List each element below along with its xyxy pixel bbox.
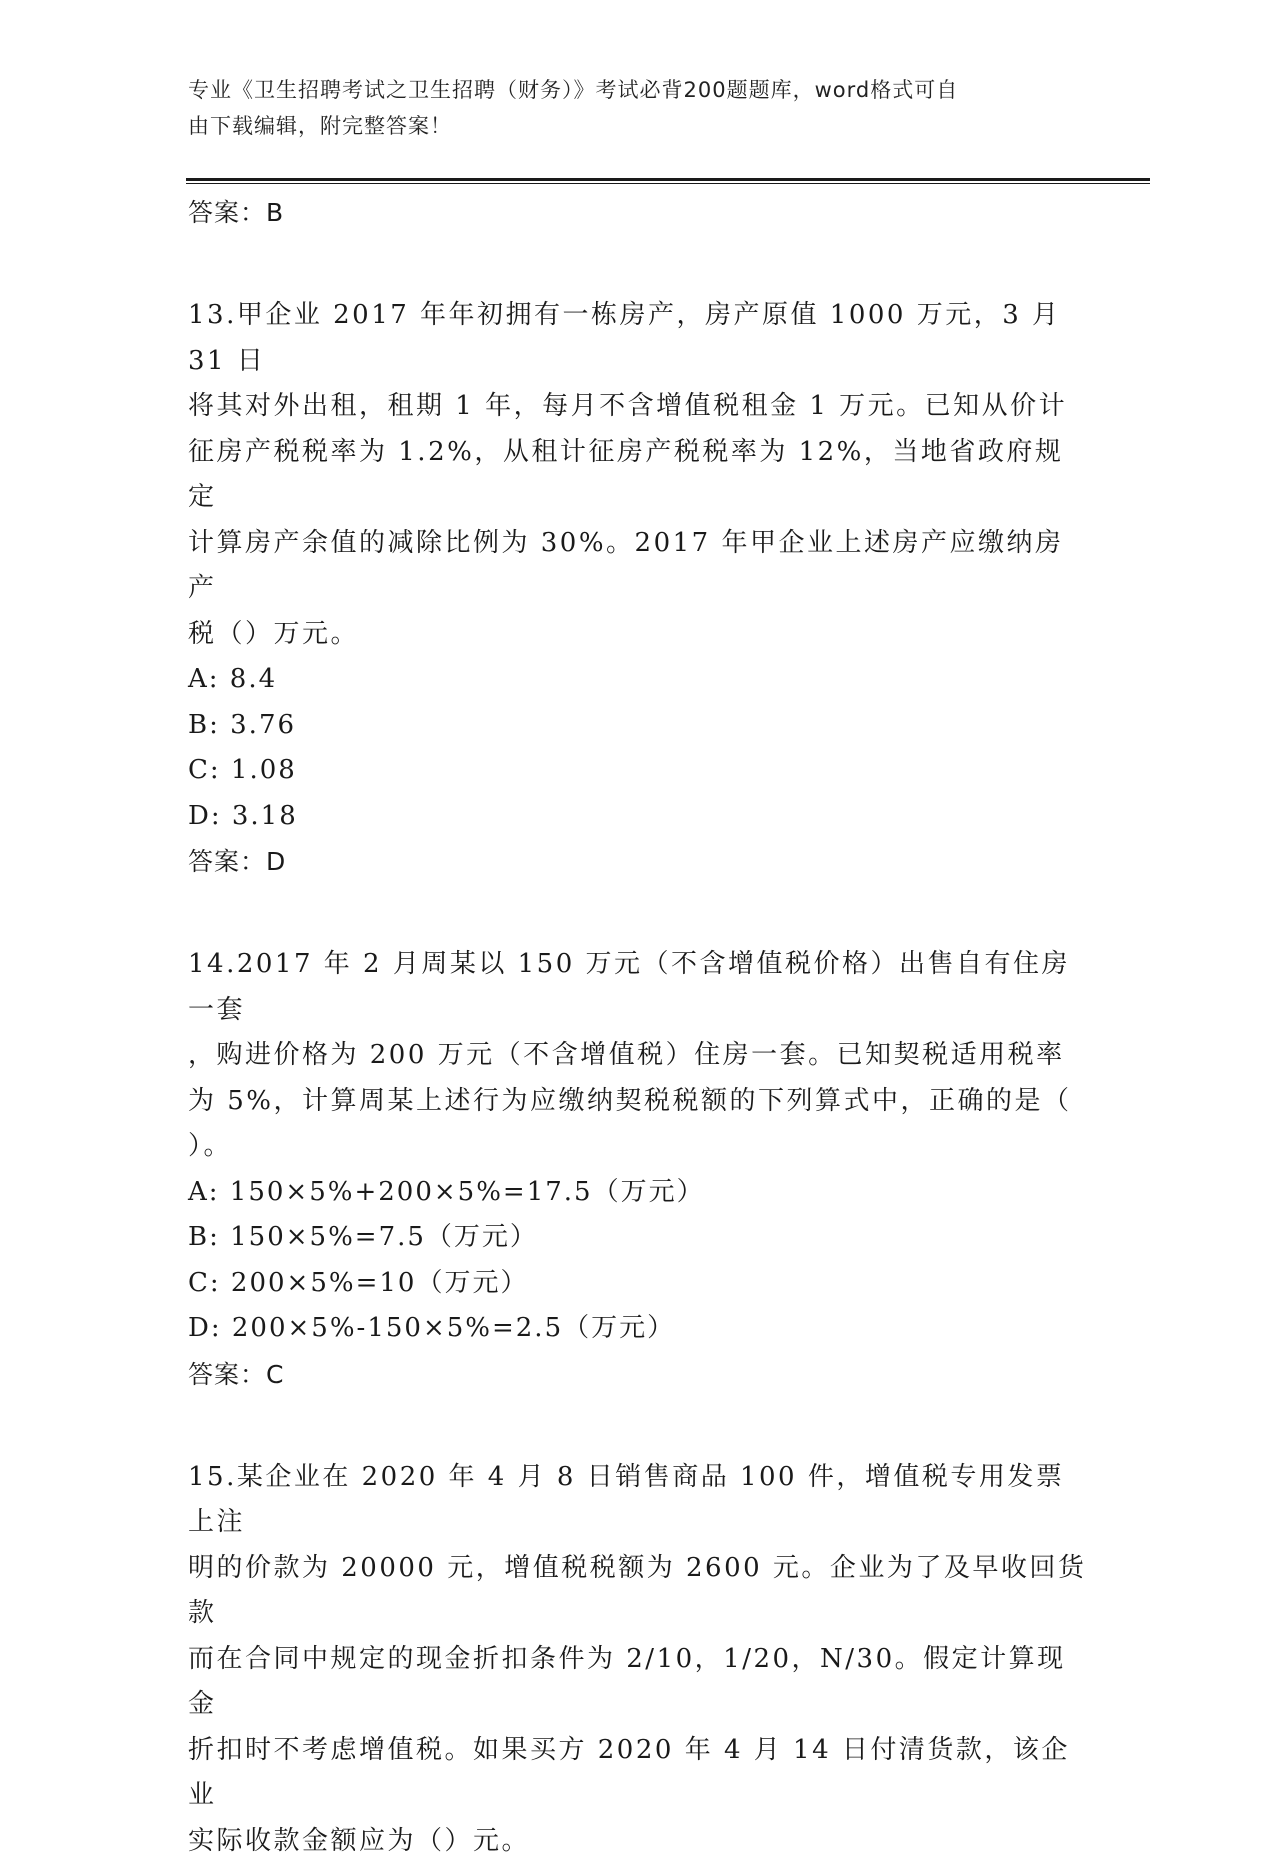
question-text-line: 将其对外出租，租期 1 年，每月不含增值税租金 1 万元。已知从价计 bbox=[188, 384, 1088, 430]
question-text-line: 15.某企业在 2020 年 4 月 8 日销售商品 100 件，增值税专用发票上注 bbox=[188, 1455, 1088, 1546]
option-a: A: 8.4 bbox=[188, 657, 1088, 703]
option-b: B: 150×5%=7.5（万元） bbox=[188, 1215, 1088, 1261]
question-text-line: 14.2017 年 2 月周某以 150 万元（不含增值税价格）出售自有住房一套 bbox=[188, 942, 1088, 1033]
question-text-line: 折扣时不考虑增值税。如果买方 2020 年 4 月 14 日付清货款，该企业 bbox=[188, 1728, 1088, 1819]
previous-answer: 答案：B bbox=[188, 190, 1088, 235]
option-c: C: 1.08 bbox=[188, 748, 1088, 794]
option-b: B: 3.76 bbox=[188, 703, 1088, 749]
question-14 bbox=[188, 942, 1088, 1397]
answer-14: 答案：C bbox=[188, 1352, 1088, 1397]
question-text-line: 计算房产余值的减除比例为 30%。2017 年甲企业上述房产应缴纳房产 bbox=[188, 521, 1088, 612]
document-header bbox=[188, 72, 1088, 144]
question-text-line: ）。 bbox=[188, 1124, 1088, 1170]
question-15 bbox=[188, 1455, 1088, 1864]
question-text-line: 征房产税税率为 1.2%，从租计征房产税税率为 12%，当地省政府规定 bbox=[188, 430, 1088, 521]
answer-13: 答案：D bbox=[188, 839, 1088, 884]
question-text-line: 明的价款为 20000 元，增值税税额为 2600 元。企业为了及早收回货款 bbox=[188, 1546, 1088, 1637]
question-text-line: 而在合同中规定的现金折扣条件为 2/10，1/20，N/30。假定计算现金 bbox=[188, 1637, 1088, 1728]
header-divider-thin bbox=[186, 183, 1150, 184]
option-c: C: 200×5%=10（万元） bbox=[188, 1261, 1088, 1307]
question-text-line: 13.甲企业 2017 年年初拥有一栋房产，房产原值 1000 万元，3 月 31 日 bbox=[188, 293, 1088, 384]
question-13 bbox=[188, 293, 1088, 884]
document-body bbox=[188, 190, 1088, 1864]
question-text-line: ，购进价格为 200 万元（不含增值税）住房一套。已知契税适用税率 bbox=[188, 1033, 1088, 1079]
option-d: D: 200×5%-150×5%=2.5（万元） bbox=[188, 1306, 1088, 1352]
header-line-2: 由下载编辑，附完整答案！ bbox=[188, 108, 1088, 144]
question-text-line: 税（）万元。 bbox=[188, 612, 1088, 658]
option-a: A: 150×5%+200×5%=17.5（万元） bbox=[188, 1170, 1088, 1216]
question-text-line: 为 5%，计算周某上述行为应缴纳契税税额的下列算式中，正确的是（ bbox=[188, 1079, 1088, 1125]
option-d: D: 3.18 bbox=[188, 794, 1088, 840]
question-text-line: 实际收款金额应为（）元。 bbox=[188, 1819, 1088, 1864]
header-divider-thick bbox=[186, 178, 1150, 181]
header-line-1: 专业《卫生招聘考试之卫生招聘（财务）》考试必背200题题库，word格式可自 bbox=[188, 72, 1088, 108]
